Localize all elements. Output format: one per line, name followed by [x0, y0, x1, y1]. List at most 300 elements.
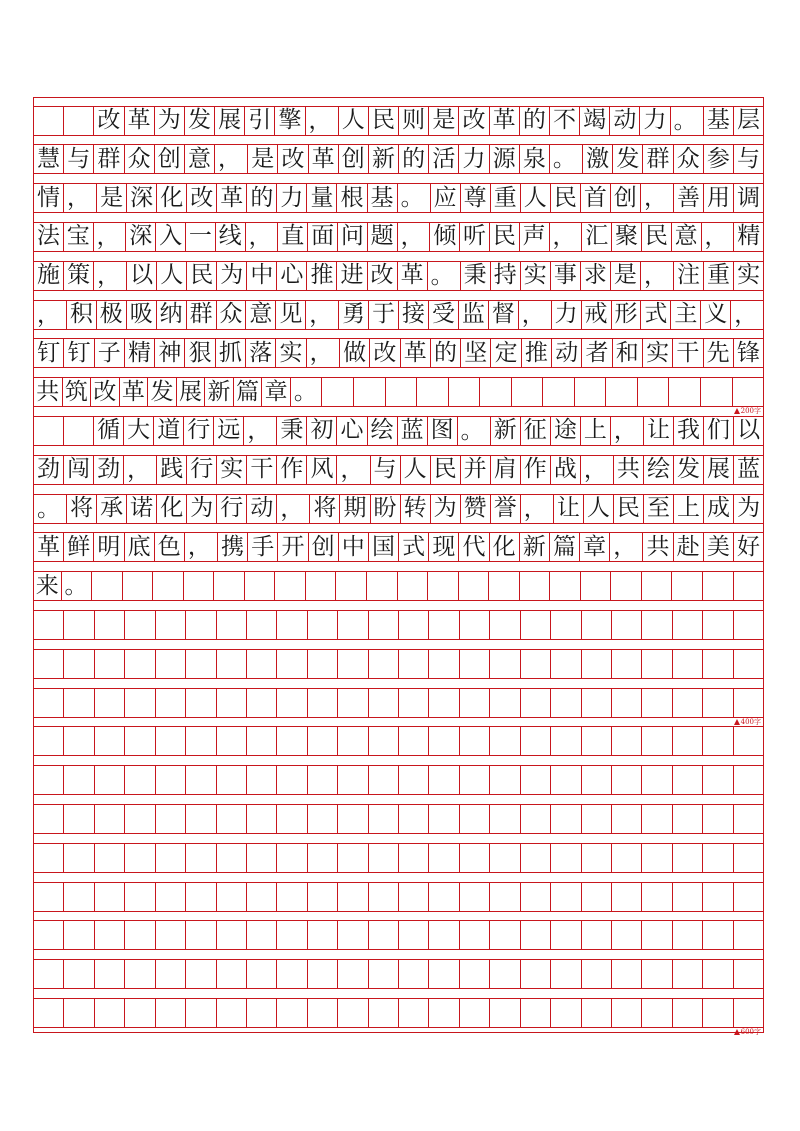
grid-cell: 众: [125, 145, 155, 173]
grid-cell: 新: [369, 145, 399, 173]
grid-cell: [673, 689, 703, 717]
grid-cell: 秉: [277, 417, 307, 445]
grid-cell: 成: [704, 495, 734, 523]
grid-cell: ，: [124, 456, 157, 484]
grid-cell: 篇: [234, 378, 263, 406]
grid-cell: [247, 650, 277, 678]
grid-cell: 坚: [461, 339, 491, 367]
grid-row: [34, 222, 763, 252]
grid-cell: 秉: [461, 262, 491, 290]
grid-cell: 革: [125, 107, 155, 135]
grid-cell: 征: [521, 417, 551, 445]
grid-cell: [734, 727, 763, 755]
grid-cell: [34, 844, 64, 872]
grid-cell: 共: [34, 378, 63, 406]
grid-cell: 参: [704, 145, 734, 173]
grid-cell: 实: [521, 262, 551, 290]
grid-cell: [369, 766, 399, 794]
grid-cell: ，: [519, 301, 552, 329]
grid-cell: 与: [64, 145, 94, 173]
grid-cell: [734, 689, 763, 717]
grid-cell: [703, 689, 733, 717]
grid-cell: [734, 883, 763, 911]
grid-cell: 策: [64, 262, 94, 290]
grid-cell: [125, 960, 155, 988]
grid-cell: [521, 650, 551, 678]
grid-cell: [95, 844, 125, 872]
grid-cell: [64, 650, 94, 678]
grid-cell: [247, 766, 277, 794]
grid-cell: ，: [306, 107, 339, 135]
grid-cell: [156, 844, 186, 872]
grid-cell: [734, 921, 763, 949]
grid-cell: 根: [337, 184, 367, 212]
grid-cell: [277, 844, 307, 872]
grid-cell: 者: [582, 339, 612, 367]
grid-cell: 篇: [550, 533, 580, 561]
grid-cell: [64, 727, 94, 755]
grid-cell: 督: [489, 301, 519, 329]
grid-cell: 图: [428, 417, 458, 445]
grid-cell: [34, 689, 64, 717]
grid-cell: 情: [34, 184, 64, 212]
grid-cell: 化: [490, 533, 520, 561]
grid-cell: 动: [552, 339, 582, 367]
grid-cell: 我: [674, 417, 704, 445]
grid-cell: ，: [641, 184, 674, 212]
grid-cell: [186, 883, 216, 911]
grid-cell: [551, 650, 581, 678]
grid-cell: [612, 766, 642, 794]
grid-cell: 为: [187, 495, 217, 523]
grid-cell: 。: [398, 184, 431, 212]
grid-cell: ，: [521, 495, 554, 523]
grid-cell: 神: [155, 339, 185, 367]
grid-cell: 实: [643, 339, 673, 367]
grid-cell: [490, 883, 520, 911]
grid-cell: [156, 689, 186, 717]
grid-cell: [125, 883, 155, 911]
grid-cell: 心: [337, 417, 367, 445]
grid-cell: [338, 921, 368, 949]
grid-cell: [480, 378, 512, 406]
grid-cell: 改: [278, 145, 308, 173]
grid-cell: 誉: [491, 495, 521, 523]
grid-cell: [734, 960, 763, 988]
grid-cell: 初: [307, 417, 337, 445]
grid-cell: 汇: [582, 223, 612, 251]
grid-cell: 民: [369, 107, 399, 135]
grid-cell: 至: [644, 495, 674, 523]
grid-cell: [673, 805, 703, 833]
grid-cell: [606, 378, 638, 406]
grid-cell: ，: [246, 223, 279, 251]
grid-cell: [521, 999, 551, 1027]
grid-cell: [186, 766, 216, 794]
grid-cell: [64, 766, 94, 794]
grid-cell: 实: [276, 339, 306, 367]
grid-row: [34, 106, 763, 136]
grid-cell: 动: [247, 495, 277, 523]
grid-cell: 并: [461, 456, 491, 484]
grid-cell: [125, 689, 155, 717]
grid-cell: 是: [611, 262, 641, 290]
grid-cell: [156, 921, 186, 949]
grid-cell: [95, 650, 125, 678]
grid-cell: [308, 727, 338, 755]
grid-cell: 发: [613, 145, 643, 173]
grid-cell: [429, 844, 459, 872]
grid-cell: [338, 805, 368, 833]
grid-row: [34, 416, 763, 446]
grid-cell: 。: [34, 495, 67, 523]
grid-cell: 新: [205, 378, 234, 406]
grid-cell: 民: [187, 262, 217, 290]
grid-cell: 进: [337, 262, 367, 290]
grid-cell: [186, 999, 216, 1027]
grid-cell: 问: [338, 223, 368, 251]
grid-cell: [459, 572, 490, 600]
grid-cell: [520, 572, 551, 600]
grid-cell: 宝: [64, 223, 94, 251]
grid-cell: 共: [643, 533, 673, 561]
grid-cell: [277, 611, 307, 639]
grid-cell: 戒: [582, 301, 612, 329]
grid-cell: [703, 766, 733, 794]
grid-cell: 面: [308, 223, 338, 251]
grid-cell: [217, 727, 247, 755]
grid-cell: 展: [177, 378, 206, 406]
grid-row: [34, 377, 763, 407]
grid-cell: 肩: [491, 456, 521, 484]
grid-cell: 改: [94, 107, 124, 135]
grid-cell: [64, 960, 94, 988]
grid-cell: [34, 417, 64, 445]
grid-cell: [399, 689, 429, 717]
grid-cell: 。: [62, 572, 93, 600]
grid-cell: 意: [185, 145, 215, 173]
grid-row: [34, 843, 763, 873]
grid-cell: 泉: [520, 145, 550, 173]
grid-cell: [186, 921, 216, 949]
grid-cell: [550, 572, 581, 600]
grid-cell: 中: [339, 533, 369, 561]
grid-cell: 改: [368, 262, 398, 290]
word-count-marker: [734, 719, 761, 726]
grid-cell: [582, 611, 612, 639]
grid-cell: [125, 611, 155, 639]
grid-cell: ，: [307, 339, 340, 367]
grid-cell: [214, 572, 245, 600]
grid-cell: 意: [246, 301, 276, 329]
grid-cell: 新: [491, 417, 521, 445]
grid-cell: [611, 572, 642, 600]
grid-cell: [642, 689, 672, 717]
grid-cell: 干: [247, 456, 277, 484]
grid-cell: 锋: [736, 339, 760, 366]
grid-cell: 为: [155, 107, 185, 135]
grid-cell: [308, 650, 338, 678]
grid-cell: [642, 572, 673, 600]
grid-cell: [429, 766, 459, 794]
grid-cell: 改: [370, 339, 400, 367]
grid-row: [34, 571, 763, 601]
grid-cell: 一: [186, 223, 216, 251]
grid-cell: [92, 572, 123, 600]
grid-cell: [247, 611, 277, 639]
grid-cell: 听: [460, 223, 490, 251]
grid-cell: [551, 999, 581, 1027]
grid-cell: [95, 999, 125, 1027]
grid-cell: [34, 805, 64, 833]
grid-cell: 改: [187, 184, 217, 212]
grid-cell: [338, 611, 368, 639]
grid-cell: [417, 378, 449, 406]
grid-cell: [64, 844, 94, 872]
grid-cell: [308, 960, 338, 988]
grid-cell: [642, 650, 672, 678]
grid-cell: [217, 766, 247, 794]
grid-cell: [703, 727, 733, 755]
grid-cell: 题: [368, 223, 398, 251]
grid-cell: 群: [643, 145, 673, 173]
grid-cell: ，: [94, 262, 127, 290]
grid-cell: 法: [34, 223, 64, 251]
grid-cell: [582, 844, 612, 872]
grid-cell: [551, 921, 581, 949]
grid-cell: [399, 727, 429, 755]
grid-cell: 上: [581, 417, 611, 445]
grid-cell: 践: [157, 456, 187, 484]
grid-cell: 。: [458, 417, 491, 445]
grid-cell: 期: [340, 495, 370, 523]
grid-cell: ，: [337, 456, 370, 484]
grid-cell: [338, 650, 368, 678]
grid-cell: 实: [217, 456, 247, 484]
grid-cell: [582, 960, 612, 988]
grid-cell: 远: [214, 417, 244, 445]
grid-cell: [703, 883, 733, 911]
grid-cell: 明: [94, 533, 124, 561]
grid-cell: [156, 999, 186, 1027]
grid-cell: [429, 689, 459, 717]
grid-cell: ，: [306, 301, 339, 329]
grid-cell: [551, 844, 581, 872]
grid-cell: [551, 960, 581, 988]
grid-cell: 盼: [371, 495, 401, 523]
grid-cell: 底: [125, 533, 155, 561]
grid-cell: 蓝: [398, 417, 428, 445]
grid-cell: [612, 650, 642, 678]
grid-cell: [369, 727, 399, 755]
grid-cell: [429, 999, 459, 1027]
grid-cell: 的: [431, 339, 461, 367]
grid-cell: [612, 689, 642, 717]
grid-cell: 力: [640, 107, 670, 135]
grid-cell: 施: [34, 262, 64, 290]
grid-cell: [95, 960, 125, 988]
grid-cell: ，: [34, 301, 67, 329]
grid-cell: [673, 766, 703, 794]
grid-cell: [460, 883, 490, 911]
grid-cell: [308, 766, 338, 794]
grid-cell: [551, 805, 581, 833]
grid-cell: 力: [459, 145, 489, 173]
grid-cell: 竭: [580, 107, 610, 135]
grid-cell: [399, 921, 429, 949]
grid-cell: [186, 727, 216, 755]
grid-cell: [156, 805, 186, 833]
grid-cell: [308, 611, 338, 639]
grid-cell: [575, 378, 607, 406]
grid-cell: [734, 611, 763, 639]
grid-cell: ，: [277, 495, 310, 523]
grid-cell: 纳: [157, 301, 187, 329]
grid-cell: 人: [401, 456, 431, 484]
grid-cell: 见: [276, 301, 306, 329]
grid-cell: 将: [67, 495, 97, 523]
grid-cell: [490, 921, 520, 949]
grid-cell: [734, 766, 763, 794]
grid-cell: [247, 727, 277, 755]
grid-cell: [638, 378, 670, 406]
grid-cell: [64, 611, 94, 639]
grid-cell: 展: [215, 107, 245, 135]
grid-cell: [582, 689, 612, 717]
grid-cell: 与: [371, 456, 401, 484]
grid-cell: [217, 611, 247, 639]
grid-row: [34, 455, 763, 485]
grid-cell: 发: [674, 456, 704, 484]
grid-cell: 革: [401, 339, 431, 367]
grid-cell: [247, 844, 277, 872]
grid-cell: 意: [672, 223, 702, 251]
grid-cell: 为: [217, 262, 247, 290]
grid-cell: 创: [339, 145, 369, 173]
grid-row: [34, 494, 763, 524]
grid-cell: 人: [584, 495, 614, 523]
grid-cell: ，: [398, 223, 431, 251]
grid-row: [34, 688, 763, 718]
grid-cell: [669, 378, 701, 406]
grid-cell: [521, 844, 551, 872]
grid-cell: 赞: [461, 495, 491, 523]
grid-cell: [156, 960, 186, 988]
grid-cell: 改: [91, 378, 120, 406]
grid-cell: [703, 611, 733, 639]
grid-cell: [217, 650, 247, 678]
grid-cell: 行: [187, 456, 217, 484]
grid-cell: [490, 611, 520, 639]
grid-cell: [581, 572, 612, 600]
grid-cell: [733, 378, 764, 406]
grid-cell: 与: [737, 145, 761, 172]
grid-cell: ，: [611, 417, 644, 445]
grid-cell: 革: [217, 184, 247, 212]
grid-cell: [277, 727, 307, 755]
grid-cell: [612, 883, 642, 911]
marker-label: 400字: [740, 717, 761, 726]
grid-cell: 革: [309, 145, 339, 173]
grid-cell: [703, 805, 733, 833]
grid-cell: ，: [244, 417, 277, 445]
grid-cell: 以: [737, 417, 761, 444]
grid-cell: 行: [184, 417, 214, 445]
grid-cell: 定: [491, 339, 521, 367]
grid-cell: 革: [34, 533, 64, 561]
grid-cell: ，: [702, 223, 735, 251]
grid-cell: 积: [67, 301, 97, 329]
grid-cell: [277, 921, 307, 949]
grid-cell: 群: [187, 301, 217, 329]
grid-cell: 为: [737, 495, 761, 521]
grid-cell: [460, 921, 490, 949]
grid-cell: [521, 689, 551, 717]
grid-cell: [582, 921, 612, 949]
grid-row: [34, 532, 763, 562]
grid-cell: 共: [614, 456, 644, 484]
grid-cell: [673, 844, 703, 872]
grid-cell: [543, 378, 575, 406]
grid-cell: [217, 921, 247, 949]
grid-cell: [245, 572, 276, 600]
grid-cell: [642, 844, 672, 872]
grid-cell: [399, 766, 429, 794]
grid-cell: [582, 805, 612, 833]
grid-cell: [217, 960, 247, 988]
grid-cell: 的: [399, 145, 429, 173]
grid-cell: 是: [97, 184, 127, 212]
grid-cell: 推: [307, 262, 337, 290]
grid-cell: 义: [701, 301, 731, 329]
grid-cell: [703, 572, 734, 600]
grid-cell: [308, 689, 338, 717]
grid-cell: [34, 999, 64, 1027]
grid-cell: 子: [95, 339, 125, 367]
grid-cell: [703, 999, 733, 1027]
grid-cell: [125, 805, 155, 833]
grid-cell: [672, 572, 703, 600]
grid-cell: [125, 999, 155, 1027]
grid-cell: [703, 921, 733, 949]
grid-cell: [338, 727, 368, 755]
grid-cell: 色: [155, 533, 185, 561]
grid-cell: 源: [490, 145, 520, 173]
grid-cell: 心: [277, 262, 307, 290]
grid-cell: [247, 689, 277, 717]
grid-row: [34, 183, 763, 213]
grid-cell: 诺: [127, 495, 157, 523]
grid-cell: 推: [522, 339, 552, 367]
grid-cell: [367, 572, 398, 600]
grid-cell: [551, 766, 581, 794]
grid-cell: 倾: [430, 223, 460, 251]
grid-cell: [217, 689, 247, 717]
grid-cell: [308, 805, 338, 833]
grid-cell: [489, 572, 520, 600]
grid-cell: [490, 999, 520, 1027]
grid-cell: [521, 960, 551, 988]
grid-cell: [217, 844, 247, 872]
grid-cell: [369, 960, 399, 988]
grid-cell: [521, 921, 551, 949]
grid-cell: 风: [307, 456, 337, 484]
grid-cell: [153, 572, 184, 600]
grid-cell: 求: [581, 262, 611, 290]
grid-cell: [369, 805, 399, 833]
grid-cell: 创: [309, 533, 339, 561]
grid-cell: [338, 689, 368, 717]
